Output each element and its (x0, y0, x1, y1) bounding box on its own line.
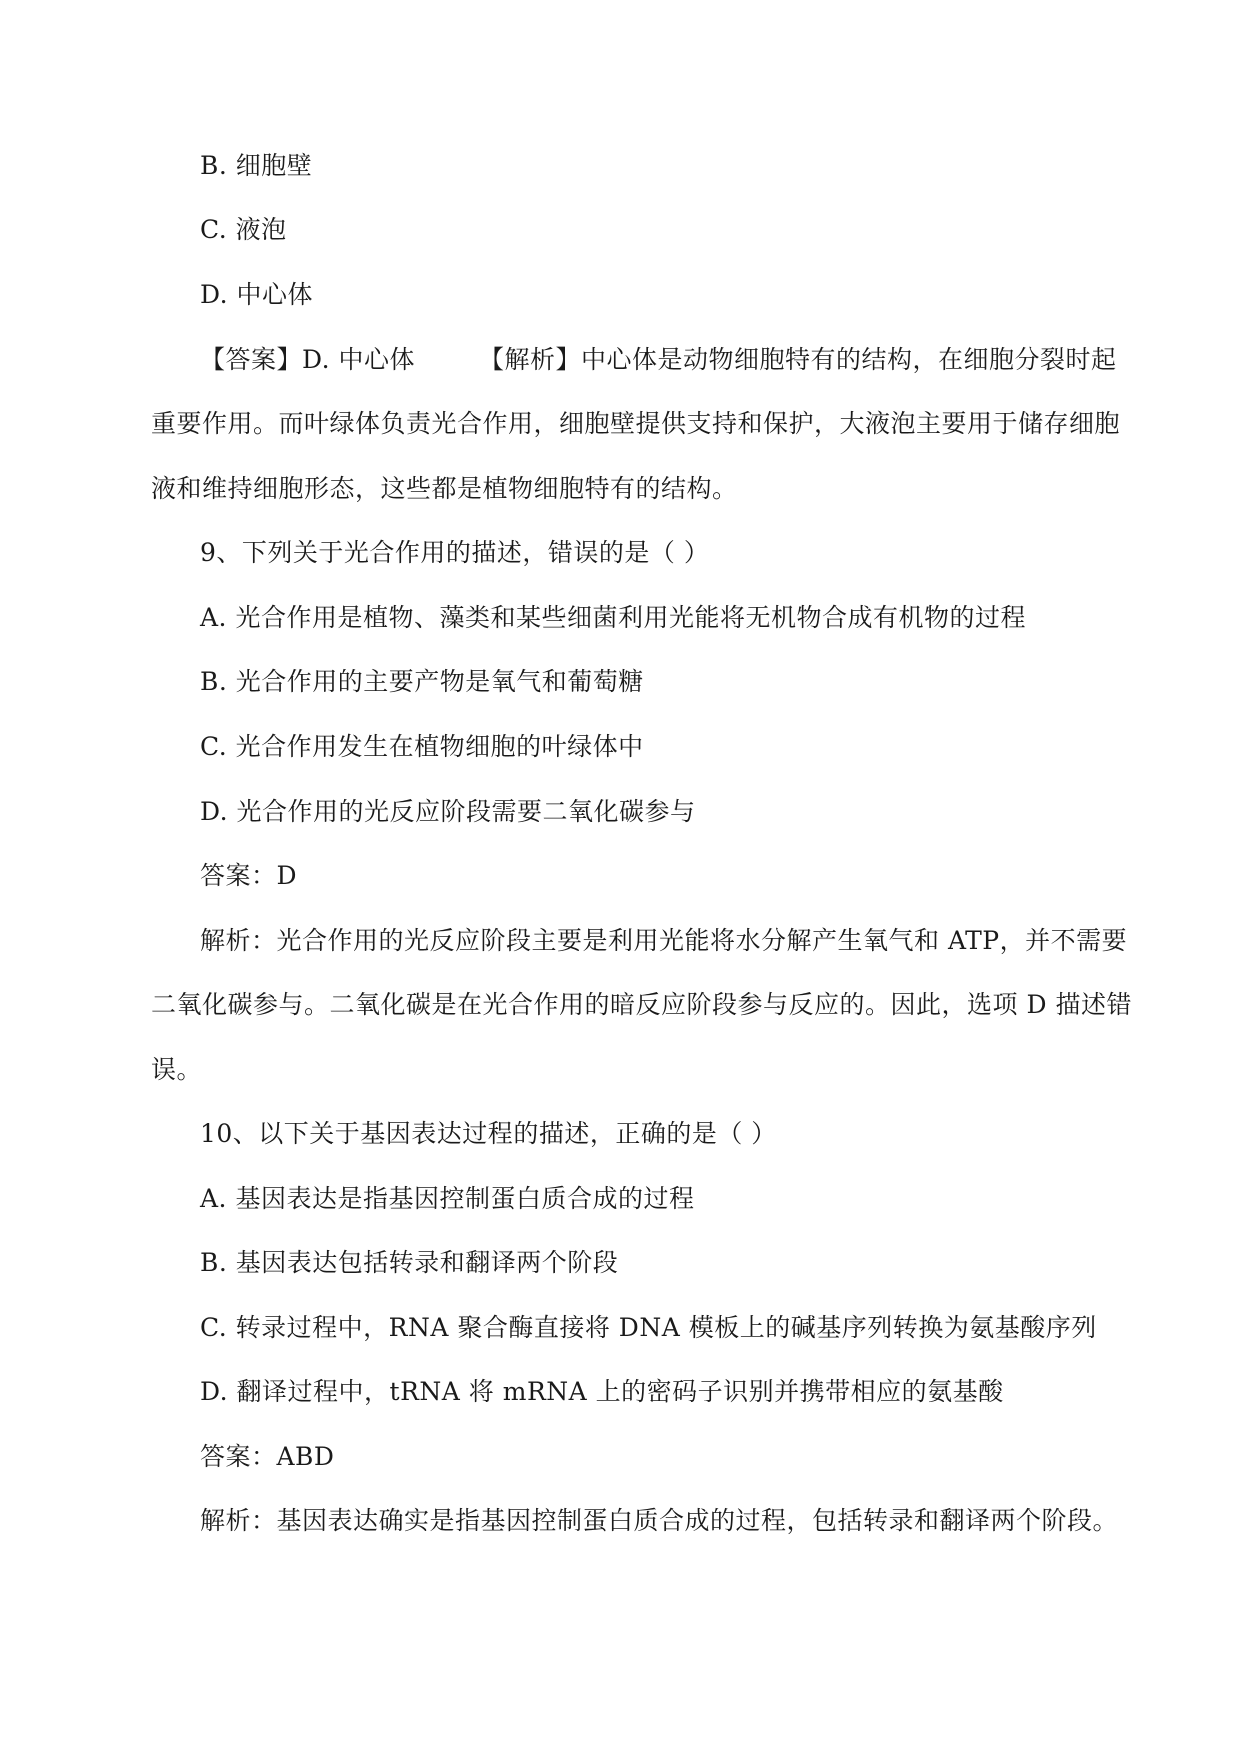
q8-answer-line-3: 液和维持细胞形态，这些都是植物细胞特有的结构。 (151, 474, 738, 503)
q10-question: 10、以下关于基因表达过程的描述，正确的是（ ） (200, 1119, 777, 1148)
q8-option-b: B. 细胞壁 (200, 151, 313, 180)
q9-option-a: A. 光合作用是植物、藻类和某些细菌利用光能将无机物合成有机物的过程 (200, 603, 1026, 632)
q8-answer-line-1: 【答案】D. 中心体 【解析】中心体是动物细胞特有的结构，在细胞分裂时起 (200, 345, 1117, 374)
q10-option-b: B. 基因表达包括转录和翻译两个阶段 (200, 1248, 619, 1277)
q9-analysis-line-1: 解析：光合作用的光反应阶段主要是利用光能将水分解产生氧气和 ATP，并不需要 (200, 926, 1128, 955)
q9-question: 9、下列关于光合作用的描述，错误的是（ ） (200, 538, 710, 567)
q8-answer-line-2: 重要作用。而叶绿体负责光合作用，细胞壁提供支持和保护，大液泡主要用于储存细胞 (151, 409, 1121, 438)
q10-option-d: D. 翻译过程中，tRNA 将 mRNA 上的密码子识别并携带相应的氨基酸 (200, 1377, 1004, 1406)
q10-analysis-line-1: 解析：基因表达确实是指基因控制蛋白质合成的过程，包括转录和翻译两个阶段。 (200, 1506, 1119, 1535)
q9-answer: 答案：D (200, 861, 298, 890)
q10-option-c: C. 转录过程中，RNA 聚合酶直接将 DNA 模板上的碱基序列转换为氨基酸序列 (200, 1313, 1097, 1342)
q9-option-b: B. 光合作用的主要产物是氧气和葡萄糖 (200, 667, 644, 696)
q9-option-c: C. 光合作用发生在植物细胞的叶绿体中 (200, 732, 644, 761)
q9-analysis-line-3: 误。 (151, 1055, 203, 1084)
q10-answer: 答案：ABD (200, 1442, 335, 1471)
q10-option-a: A. 基因表达是指基因控制蛋白质合成的过程 (200, 1184, 695, 1213)
q9-analysis-line-2: 二氧化碳参与。二氧化碳是在光合作用的暗反应阶段参与反应的。因此，选项 D 描述错 (151, 990, 1132, 1019)
q8-option-d: D. 中心体 (200, 280, 314, 309)
q9-option-d: D. 光合作用的光反应阶段需要二氧化碳参与 (200, 797, 696, 826)
q8-option-c: C. 液泡 (200, 215, 287, 244)
